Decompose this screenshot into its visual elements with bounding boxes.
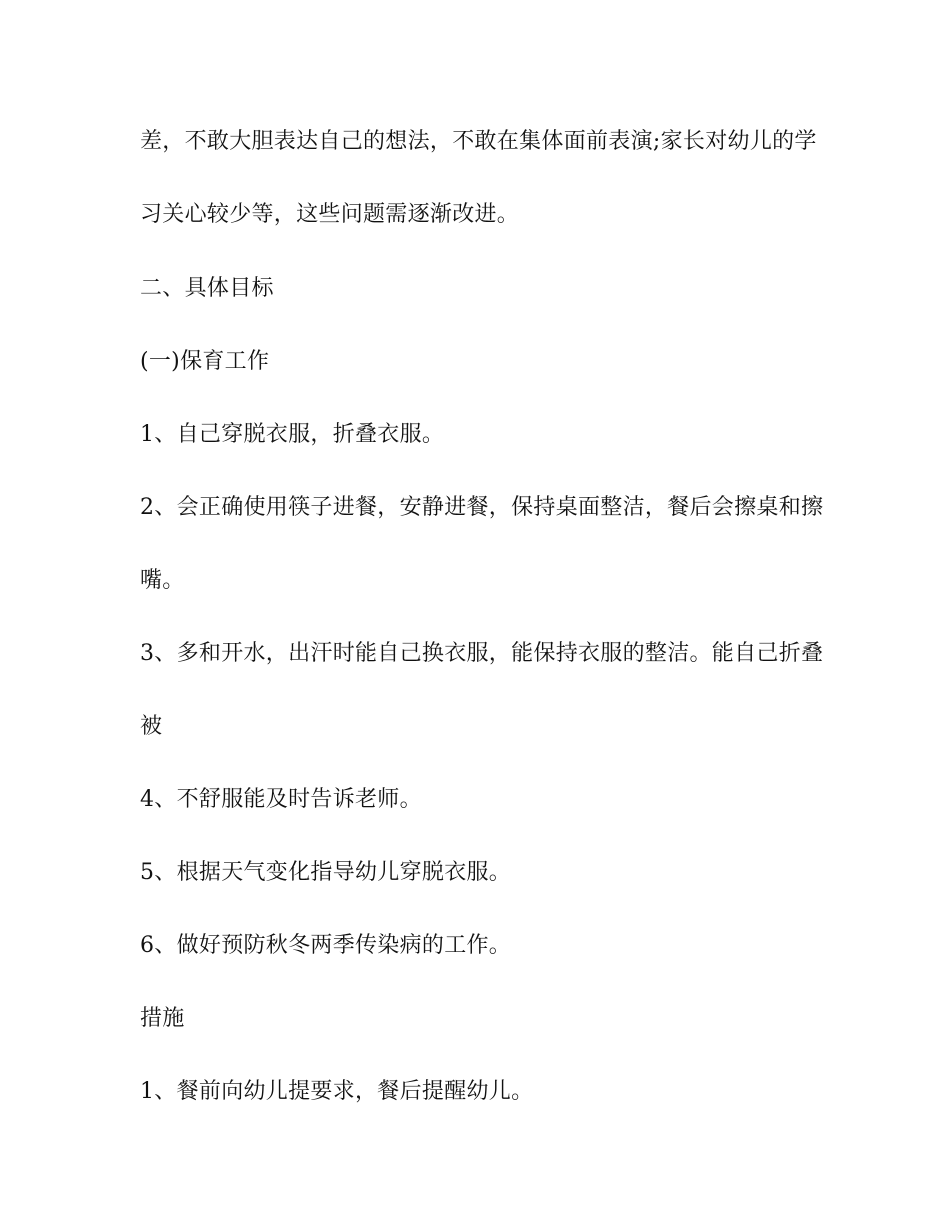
list-item: 1、餐前向幼儿提要求，餐后提醒幼儿。 [140, 1079, 534, 1104]
list-item: 5、根据天气变化指导幼儿穿脱衣服。 [140, 860, 512, 885]
list-item-continuation: 嘴。 [140, 568, 185, 593]
list-item-continuation: 被 [140, 714, 163, 739]
list-item: 1、自己穿脱衣服，折叠衣服。 [140, 422, 445, 447]
list-item: 4、不舒服能及时告诉老师。 [140, 787, 422, 812]
section-heading: 二、具体目标 [140, 276, 274, 301]
list-item: 3、多和开水，出汗时能自己换衣服，能保持衣服的整洁。能自己折叠 [140, 641, 824, 666]
list-item: 2、会正确使用筷子进餐，安静进餐，保持桌面整洁，餐后会擦桌和擦 [140, 495, 824, 520]
subsection-heading: (一)保育工作 [140, 349, 270, 374]
list-item: 6、做好预防秋冬两季传染病的工作。 [140, 933, 512, 958]
paragraph-line: 差，不敢大胆表达自己的想法，不敢在集体面前表演;家长对幼儿的学 [140, 129, 817, 154]
section-heading: 措施 [140, 1006, 185, 1031]
paragraph-line: 习关心较少等，这些问题需逐渐改进。 [140, 202, 520, 227]
